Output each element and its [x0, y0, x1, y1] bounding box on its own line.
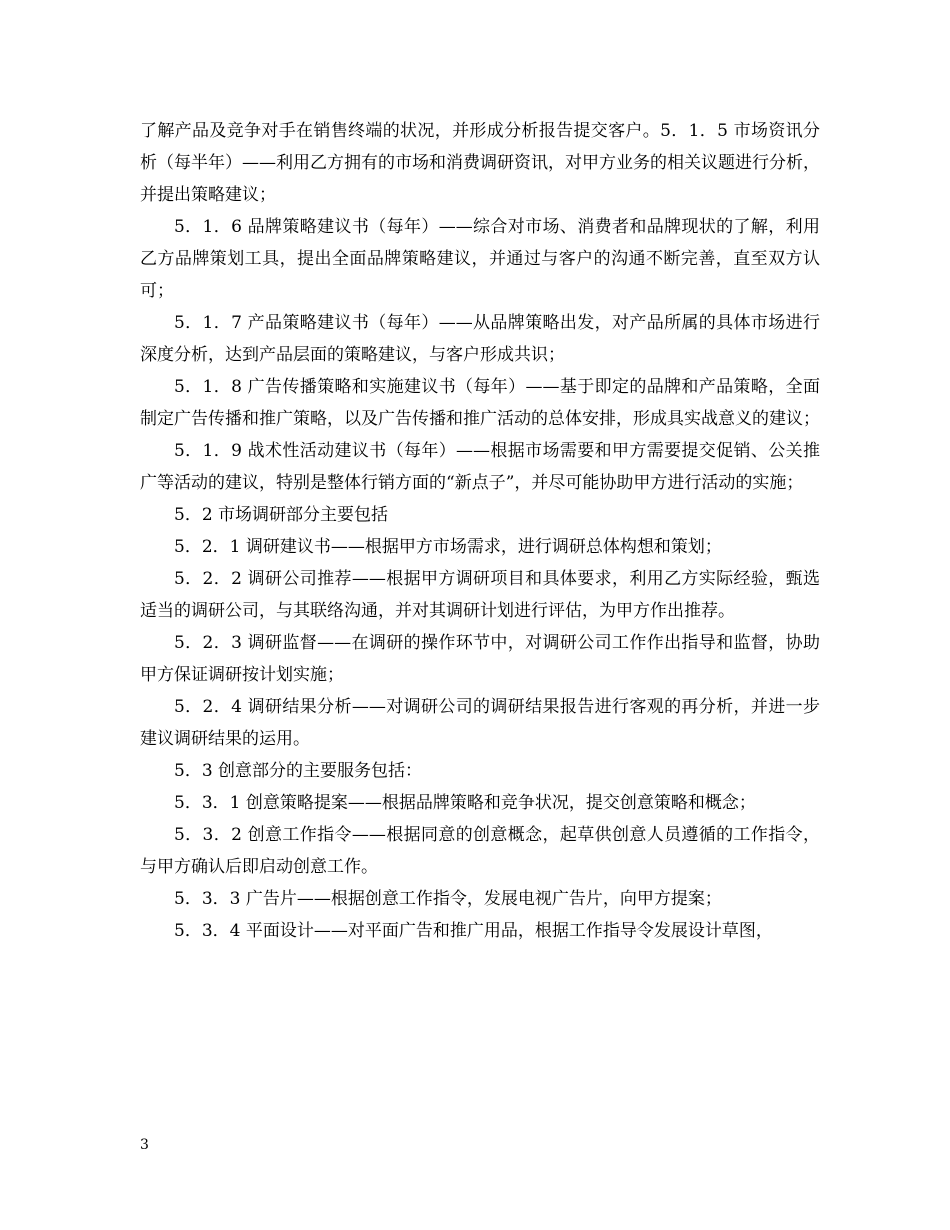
paragraph-5-2-4: 5．2．4 调研结果分析——对调研公司的调研结果报告进行客观的再分析，并进一步建议调研结果的运用。: [140, 697, 820, 749]
paragraph-5-3-3: 5．3．3 广告片——根据创意工作指令，发展电视广告片，向甲方提案；: [174, 889, 722, 909]
heading-5-3: 5．3 创意部分的主要服务包括：: [174, 761, 423, 781]
paragraph-5-1-9: 5．1．9 战术性活动建议书（每年）——根据市场需要和甲方需要提交促销、公关推广等活动的建议，特别是整体行销方面的“新点子”，并尽可能协助甲方进行活动的实施；: [140, 441, 820, 493]
paragraph-5-1-6: 5．1．6 品牌策略建议书（每年）——综合对市场、消费者和品牌现状的了解，利用乙方品牌策划工具，提出全面品牌策略建议，并通过与客户的沟通不断完善，直至双方认可；: [140, 217, 820, 301]
paragraph-intro: 了解产品及竞争对手在销售终端的状况，并形成分析报告提交客户。5．1．5 市场资讯分析（每半年）——利用乙方拥有的市场和消费调研资讯，对甲方业务的相关议题进行分析，并提出策略建议；: [140, 121, 820, 205]
paragraph-5-3-1: 5．3．1 创意策略提案——根据品牌策略和竞争状况，提交创意策略和概念；: [174, 793, 756, 813]
paragraph-5-1-8: 5．1．8 广告传播策略和实施建议书（每年）——基于即定的品牌和产品策略，全面制定广告传播和推广策略，以及广告传播和推广活动的总体安排，形成具实战意义的建议；: [140, 377, 820, 429]
document-body: [140, 115, 820, 947]
page-number: 3: [140, 1137, 149, 1153]
paragraph-5-1-7: 5．1．7 产品策略建议书（每年）——从品牌策略出发，对产品所属的具体市场进行深度分析，达到产品层面的策略建议，与客户形成共识；: [140, 313, 820, 365]
paragraph-5-2-2: 5．2．2 调研公司推荐——根据甲方调研项目和具体要求，利用乙方实际经验，甄选适当的调研公司，与其联络沟通，并对其调研计划进行评估，为甲方作出推荐。: [140, 569, 820, 621]
paragraph-5-2-1: 5．2．1 调研建议书——根据甲方市场需求，进行调研总体构想和策划；: [174, 537, 722, 557]
paragraph-5-3-4: 5．3．4 平面设计——对平面广告和推广用品，根据工作指导令发展设计草图，: [174, 921, 773, 941]
heading-5-2: 5．2 市场调研部分主要包括: [174, 505, 389, 525]
paragraph-5-3-2: 5．3．2 创意工作指令——根据同意的创意概念，起草供创意人员遵循的工作指令，与甲方确认后即启动创意工作。: [140, 825, 820, 877]
paragraph-5-2-3: 5．2．3 调研监督——在调研的操作环节中，对调研公司工作作出指导和监督，协助甲方保证调研按计划实施；: [140, 633, 820, 685]
